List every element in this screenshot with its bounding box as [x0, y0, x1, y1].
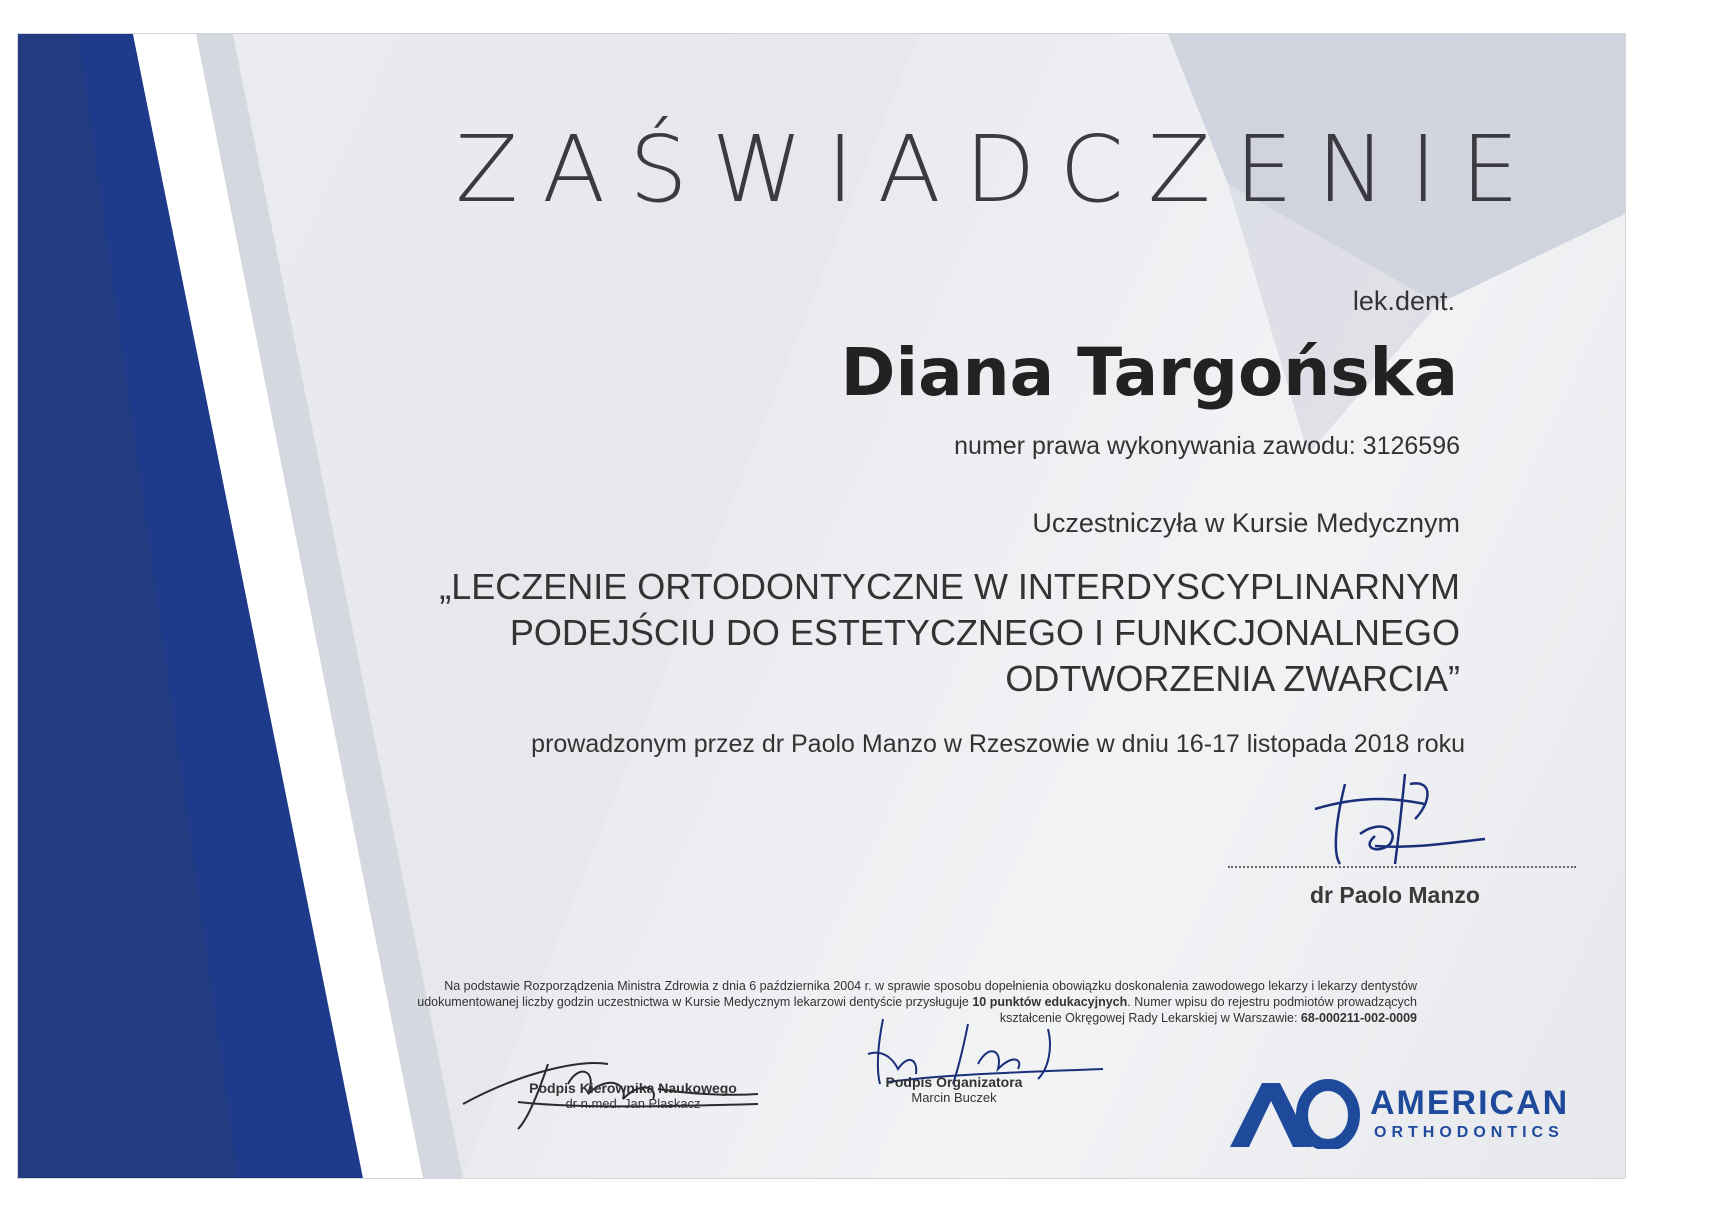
course-title-line: „LECZENIE ORTODONTYCZNE W INTERDYSCYPLINARNYM [439, 566, 1460, 607]
signature-role: Podpis Organizatora [885, 1074, 1023, 1090]
logo-text-american: AMERICAN [1370, 1084, 1570, 1122]
american-orthodontics-logo-icon [1230, 1079, 1360, 1149]
legal-text: udokumentowanej liczby godzin uczestnictwa w Kursie Medycznym lekarzowi dentyście przysługuje [417, 995, 973, 1009]
signature-role: Podpis Kierownika Naukowego [529, 1080, 737, 1096]
lecturer-signature [1305, 764, 1505, 874]
legal-line [287, 1010, 1417, 1026]
education-points: 10 punktów edukacyjnych [972, 995, 1128, 1009]
certificate-title: ZAŚWIADCZENIE [455, 116, 1543, 223]
legal-text: kształcenie Okręgowej Rady Lekarskiej w Warszawie: [999, 1011, 1301, 1025]
course-title-line: ODTWORZENIA ZWARCIA” [1005, 658, 1460, 699]
legal-notice [287, 978, 1417, 1026]
registry-number: 68-000211-002-0009 [1300, 1011, 1417, 1025]
legal-text: . Numer wpisu do rejestru podmiotów prowadzących [1127, 995, 1417, 1009]
title-prefix: lek.dent. [1352, 286, 1455, 316]
legal-line: Na podstawie Rozporządzenia Ministra Zdrowia z dnia 6 października 2004 r. w sprawie sposobu dopełnienia obowiązku doskonalenia zawodowego lekarzy i lekarzy dentystów [444, 979, 1417, 993]
signature-person: Marcin Buczek [911, 1090, 997, 1105]
signature-line [1228, 866, 1576, 868]
signature-block-organizer [854, 1074, 1054, 1105]
lecturer-name: dr Paolo Manzo [1310, 882, 1480, 908]
legal-line [287, 994, 1417, 1010]
signature-person: dr n.med. Jan Plaskacz [565, 1096, 701, 1111]
course-title [340, 564, 1460, 702]
course-title-line: PODEJŚCIU DO ESTETYCZNEGO I FUNKCJONALNEGO [509, 612, 1460, 653]
recipient-name: Diana Targońska [840, 334, 1458, 411]
course-details: prowadzonym przez dr Paolo Manzo w Rzeszowie w dniu 16-17 listopada 2018 roku [531, 730, 1465, 758]
participation-text: Uczestniczyła w Kursie Medycznym [1032, 508, 1460, 538]
license-number: numer prawa wykonywania zawodu: 3126596 [954, 432, 1460, 460]
logo-text-orthodontics: ORTHODONTICS [1374, 1124, 1564, 1141]
signature-block-scientific-director [498, 1080, 768, 1111]
certificate-sheet [18, 34, 1625, 1178]
